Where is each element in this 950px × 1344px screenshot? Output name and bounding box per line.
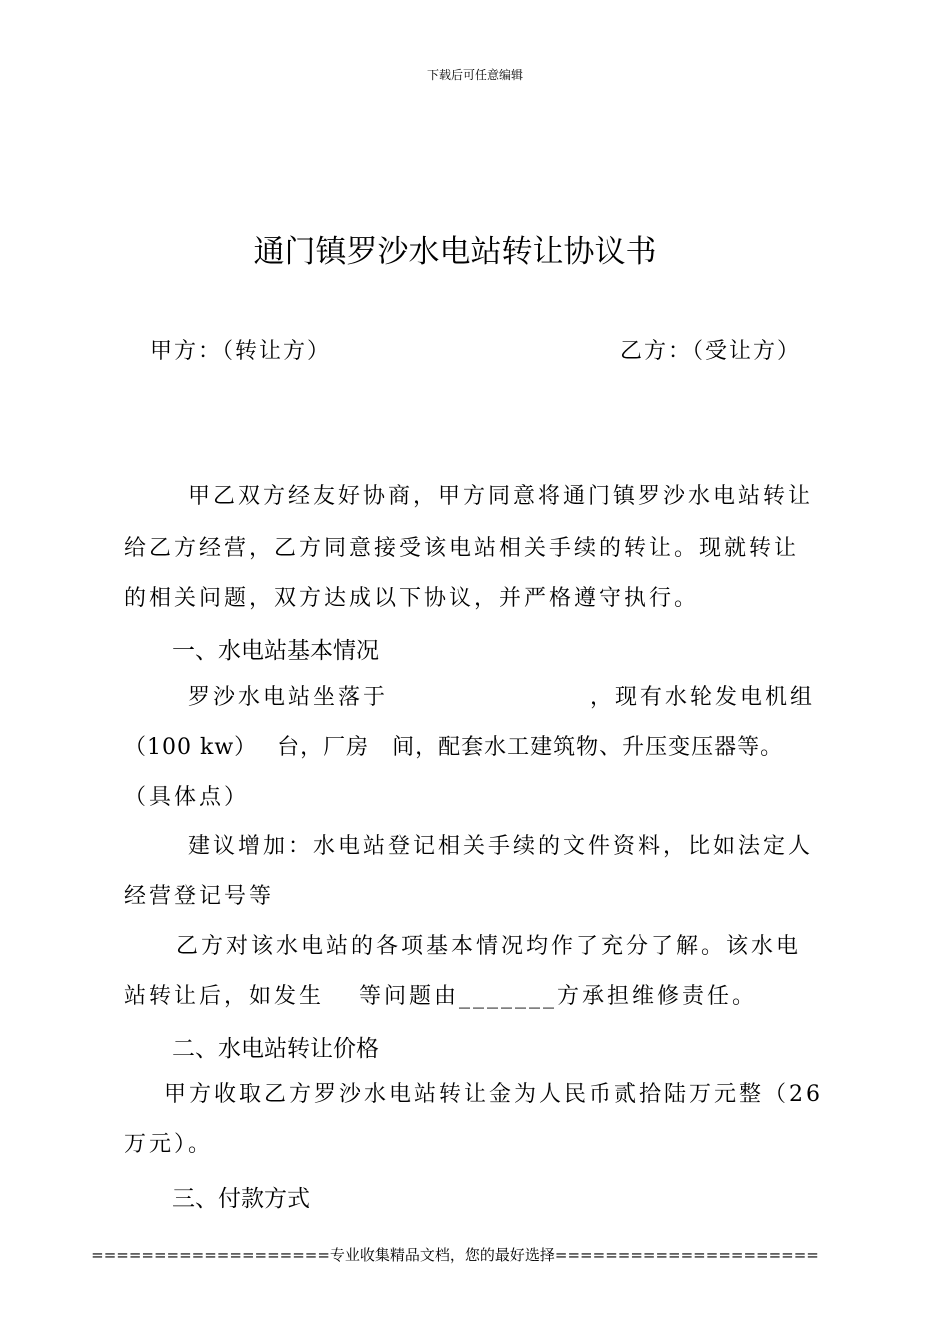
section-1-line: ，现有水轮发电机组 xyxy=(590,685,816,710)
document-title: 通门镇罗沙水电站转让协议书 xyxy=(253,234,657,270)
section-1-line: （具体点） xyxy=(124,785,250,810)
section-1-line: 乙方对该水电站的各项基本情况均作了充分了解。该水电 xyxy=(176,934,802,959)
section-1-heading: 一、水电站基本情况 xyxy=(172,638,379,664)
section-2-heading: 二、水电站转让价格 xyxy=(172,1036,379,1062)
party-b-label: 乙方：（受让方） xyxy=(620,339,802,364)
section-3-heading: 三、付款方式 xyxy=(172,1186,310,1212)
footer-banner: ===================专业收集精品文档，您的最好选择===================== xyxy=(91,1246,819,1264)
party-a-label: 甲方：（转让方） xyxy=(150,339,332,364)
section-1-line: 站转让后，如发生 等问题由_______方承担维修责任。 xyxy=(124,984,757,1009)
section-1-line: （100 kw） 台，厂房 间，配套水工建筑物、升压变压器等。 xyxy=(124,735,784,760)
section-1-line: 罗沙水电站坐落于 xyxy=(188,685,389,710)
header-note: 下载后可任意编辑 xyxy=(426,68,523,82)
intro-line: 给乙方经营，乙方同意接受该电站相关手续的转让。现就转让 xyxy=(124,536,800,561)
section-2-line: 万元）。 xyxy=(124,1132,214,1157)
suggestion-line: 建议增加：水电站登记相关手续的文件资料，比如法定人 xyxy=(188,834,814,859)
intro-line: 的相关问题，双方达成以下协议，并严格遵守执行。 xyxy=(124,586,700,611)
intro-line: 甲乙双方经友好协商，甲方同意将通门镇罗沙水电站转让 xyxy=(188,484,814,509)
suggestion-line: 经营登记号等 xyxy=(124,884,275,909)
section-2-line: 甲方收取乙方罗沙水电站转让金为人民币贰拾陆万元整（26 xyxy=(164,1082,823,1107)
